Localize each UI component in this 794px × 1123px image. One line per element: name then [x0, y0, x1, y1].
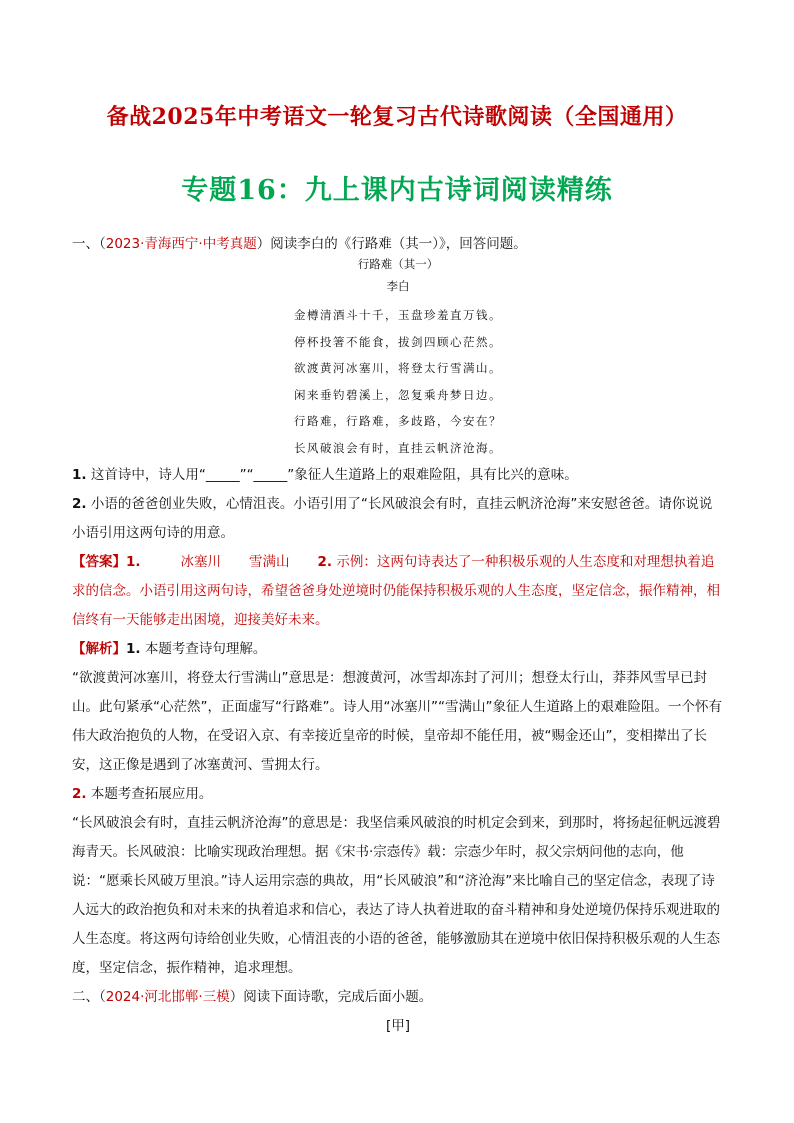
- analysis-text-2: “长风破浪会有时，直挂云帆济沧海”的意思是：我坚信乘风破浪的时机定会到来，到那时，将扬起征帆远渡碧海青天。长风破浪：比喻实现政治理想。据《宋书·宗悫传》载：宗悫少年时，叔父宗炳问他的志向，他说：“愿乘长风破万里浪。”诗人运用宗悫的典故，用“长风破浪”和“济沧海”来比喻自己的坚定信念，表现了诗人远大的政治抱负和对未来的执着追求和信心，表达了诗人执着进取的奋斗精神和身处逆境仍保持乐观进取的人生态度。将这两句诗给创业失败，心情沮丧的小语的爸爸，能够激励其在逆境中依旧保持积极乐观的人生态度，坚定信念，振作精神，追求理想。: [72, 815, 721, 976]
- question-1-item-2: [72, 490, 724, 548]
- answer-number: 2.: [317, 554, 333, 570]
- question-1-suffix: ）阅读李白的《行路难（其一）》，回答问题。: [256, 236, 527, 252]
- answer-text: 示例：这两句诗表达了一种积极乐观的人生态度和对理想执着追求的信念。小语引用这两句诗，希望爸爸身处逆境时仍能保持积极乐观的人生态度，坚定信念，振作精神，相信终有一天能够走出困境，迎接美好未来。: [72, 554, 720, 628]
- analysis-text-1: “欲渡黄河冰塞川，将登太行雪满山”意思是：想渡黄河，冰雪却冻封了河川；想登太行山，莽莽风雪早已封山。此句紧承“心茫然”，正面虚写“行路难”。诗人用“冰塞川”“雪满山”象征人生道路上的艰难险阻。一个怀有伟大政治抱负的人物，在受诏入京、有幸接近皇帝的时候，皇帝却不能任用，被“赐金还山”，变相撵出了长安，这正像是遇到了冰塞黄河、雪拥太行。: [72, 670, 722, 773]
- poem-line: 行路难，行路难，多歧路，今安在？: [294, 414, 502, 428]
- poem-block: [72, 254, 724, 461]
- poem-line: 欲渡黄河冰塞川，将登太行雪满山。: [294, 361, 502, 375]
- analysis-section-1: [72, 635, 724, 664]
- question-2-heading: [72, 983, 724, 1012]
- item-number: 1.: [72, 467, 87, 483]
- poem-lines: [72, 302, 724, 461]
- poem-author: 李白: [386, 279, 410, 293]
- document-body: [72, 234, 724, 1041]
- document-subtitle: 专题16：九上课内古诗词阅读精练: [181, 175, 613, 206]
- analysis-number: 2.: [72, 786, 87, 802]
- poem-title: 行路难（其一）: [357, 257, 439, 271]
- analysis-tag: 【解析】: [72, 641, 126, 657]
- poem-line: 停杯投箸不能食，拔剑四顾心茫然。: [294, 334, 502, 349]
- analysis-head: 本题考查拓展应用。: [90, 786, 213, 802]
- answer-section: [72, 548, 724, 635]
- answer-number: 1.: [126, 554, 141, 570]
- part-label: [甲]: [385, 1018, 411, 1034]
- document-title: 备战2025年中考语文一轮复习古代诗歌阅读（全国通用）: [106, 104, 688, 130]
- question-1-heading: [72, 234, 724, 254]
- item-number: 2.: [72, 496, 87, 512]
- question-2-source: 2024·河北邯郸·三模: [105, 989, 230, 1005]
- answer-value-1: 冰塞川: [180, 554, 222, 570]
- question-1-prefix: 一、（: [72, 236, 106, 252]
- question-1-item-1: [72, 461, 724, 490]
- question-2-prefix: 二、（: [72, 989, 106, 1005]
- answer-value-2: 雪满山: [249, 554, 290, 570]
- poem-line: 闲来垂钓碧溪上，忽复乘舟梦日边。: [294, 387, 502, 402]
- analysis-head: 本题考查诗句理解。: [144, 641, 267, 657]
- poem-line: 长风破浪会有时，直挂云帆济沧海。: [294, 440, 502, 455]
- poem-line: 金樽清酒斗十千，玉盘珍羞直万钱。: [294, 308, 502, 322]
- question-2-suffix: ）阅读下面诗歌，完成后面小题。: [229, 989, 433, 1005]
- analysis-section-2: [72, 780, 724, 809]
- analysis-number: 1.: [126, 641, 141, 657]
- item-text: 小语的爸爸创业失败，心情沮丧。小语引用了“长风破浪会有时，直挂云帆济沧海”来安慰爸爸。请你说说小语引用这两句诗的用意。: [72, 496, 713, 541]
- item-text: 这首诗中，诗人用“_____”“_____”象征人生道路上的艰难险阻，具有比兴的意味。: [90, 467, 578, 483]
- answer-tag: 【答案】: [72, 554, 126, 570]
- question-1-source: 2023·青海西宁·中考真题: [105, 236, 257, 252]
